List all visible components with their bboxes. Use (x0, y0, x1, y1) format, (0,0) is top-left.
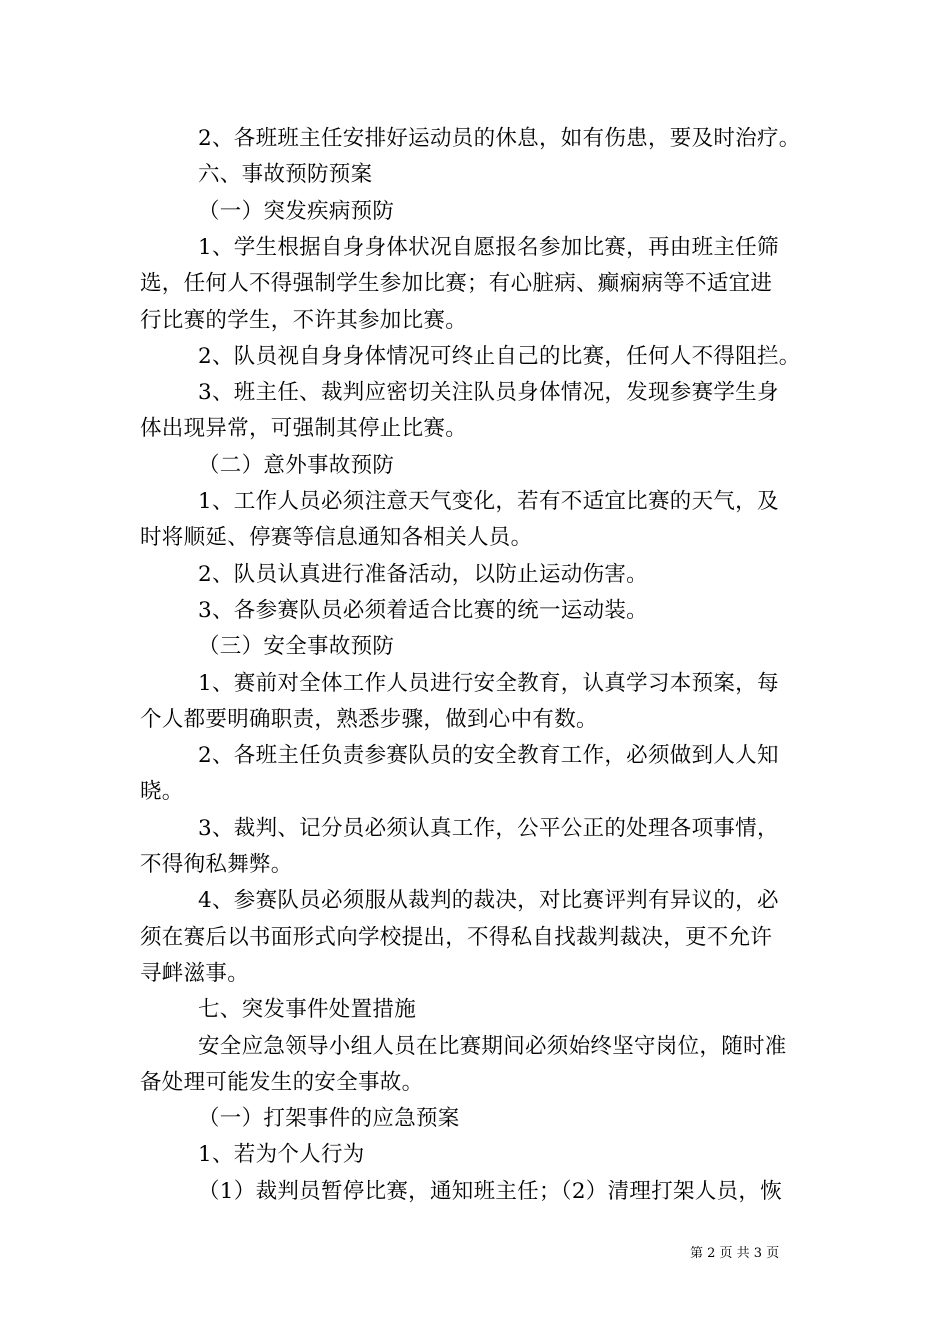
paragraph-line: 寻衅滋事。 (140, 961, 250, 986)
paragraph-line: 1、学生根据自身身体状况自愿报名参加比赛，再由班主任筛 (198, 235, 779, 260)
paragraph-line: 3、班主任、裁判应密切关注队员身体情况，发现参赛学生身 (198, 380, 779, 405)
paragraph-line: 2、队员认真进行准备活动，以防止运动伤害。 (198, 562, 648, 587)
paragraph-line: 3、各参赛队员必须着适合比赛的统一运动装。 (198, 598, 648, 623)
paragraph-line: 2、各班主任负责参赛队员的安全教育工作，必须做到人人知 (198, 743, 779, 768)
paragraph-line: 行比赛的学生，不许其参加比赛。 (140, 308, 468, 333)
paragraph-line: 备处理可能发生的安全事故。 (140, 1070, 424, 1095)
paragraph-line: 2、队员视自身身体情况可终止自己的比赛，任何人不得阻拦。 (198, 344, 801, 369)
paragraph-line: 时将顺延、停赛等信息通知各相关人员。 (140, 525, 533, 550)
paragraph-line: 4、参赛队员必须服从裁判的裁决，对比赛评判有异议的，必 (198, 888, 779, 913)
subsection-heading: （二）意外事故预防 (198, 453, 395, 478)
paragraph-line: 3、裁判、记分员必须认真工作，公平公正的处理各项事情， (198, 816, 779, 841)
section-heading: 七、突发事件处置措施 (198, 997, 417, 1022)
subsection-heading: （三）安全事故预防 (198, 634, 395, 659)
paragraph-line: 不得徇私舞弊。 (140, 852, 293, 877)
paragraph-line: 个人都要明确职责，熟悉步骤，做到心中有数。 (140, 707, 598, 732)
paragraph-line: 晓。 (140, 779, 184, 804)
page-number-footer: 第 2 页 共 3 页 (690, 1246, 780, 1261)
paragraph-line: （1）裁判员暂停比赛，通知班主任；（2）清理打架人员，恢 (198, 1179, 783, 1204)
paragraph-line: 1、若为个人行为 (198, 1142, 365, 1167)
paragraph-line: 1、工作人员必须注意天气变化，若有不适宜比赛的天气，及 (198, 489, 779, 514)
subsection-heading: （一）打架事件的应急预案 (198, 1106, 460, 1131)
paragraph-line: 1、赛前对全体工作人员进行安全教育，认真学习本预案，每 (198, 671, 779, 696)
subsection-heading: （一）突发疾病预防 (198, 199, 395, 224)
paragraph-line: 选，任何人不得强制学生参加比赛；有心脏病、癫痫病等不适宜进 (140, 271, 773, 296)
paragraph-line: 2、各班班主任安排好运动员的休息，如有伤患，要及时治疗。 (198, 126, 801, 151)
section-heading: 六、事故预防预案 (198, 162, 373, 187)
paragraph-line: 体出现异常，可强制其停止比赛。 (140, 416, 468, 441)
paragraph-line: 须在赛后以书面形式向学校提出，不得私自找裁判裁决，更不允许 (140, 925, 773, 950)
paragraph-line: 安全应急领导小组人员在比赛期间必须始终坚守岗位，随时准 (198, 1034, 787, 1059)
